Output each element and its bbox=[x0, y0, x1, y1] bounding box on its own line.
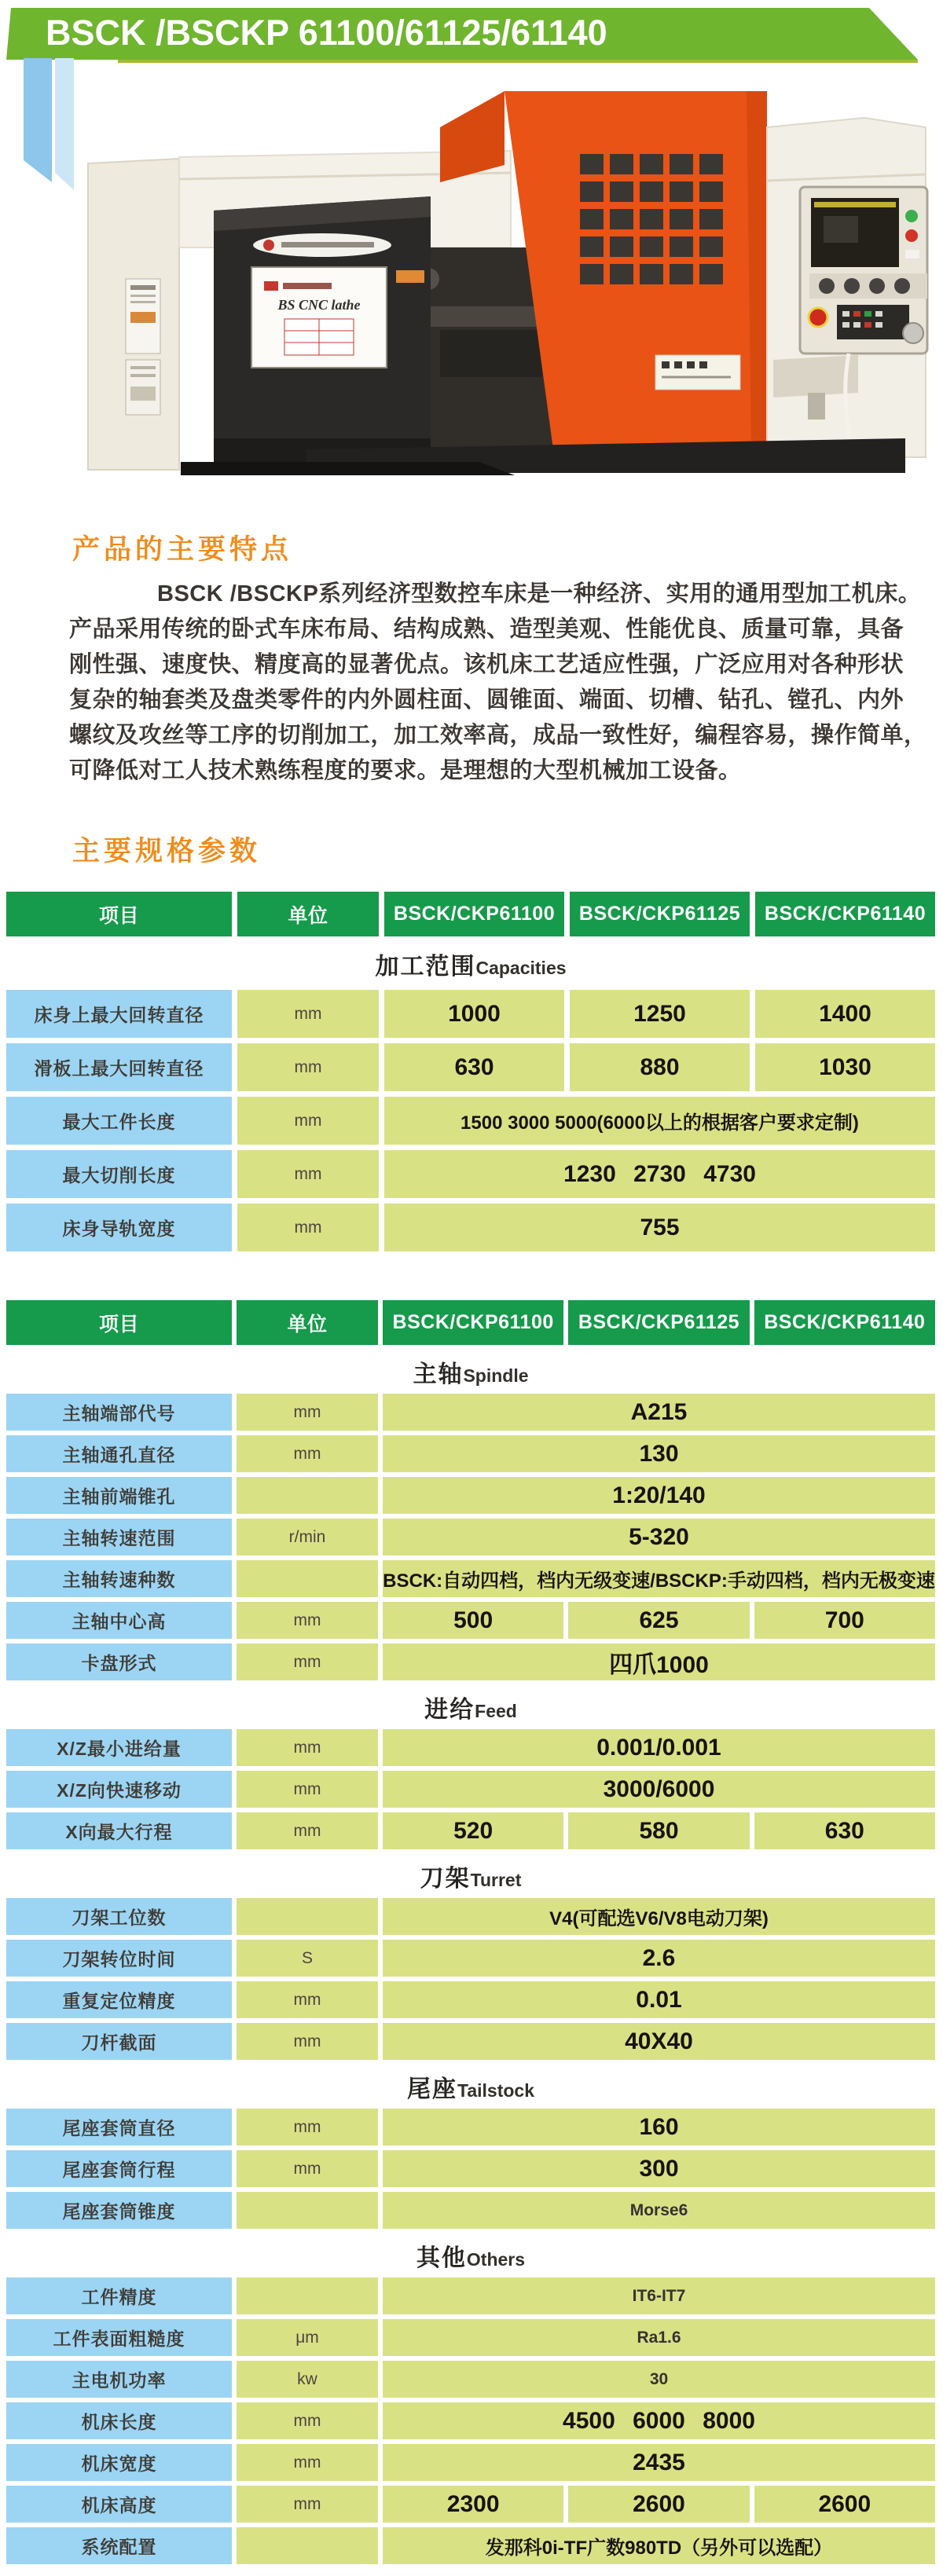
section-title-zh: 加工范围 bbox=[375, 954, 476, 980]
spec-unit-cell: mm bbox=[237, 1394, 378, 1431]
spec-unit-cell: r/min bbox=[237, 1519, 378, 1555]
spec-header-cell: 项目 bbox=[6, 892, 232, 936]
spec-value-cell: V4(可配选V6/V8电动刀架) bbox=[383, 1898, 935, 1935]
section-title-zh: 刀架 bbox=[420, 1866, 471, 1892]
spec-unit-cell: kw bbox=[237, 2361, 378, 2398]
spec-value-cell: 880 bbox=[570, 1043, 750, 1091]
spec-value-cell: 1400 bbox=[755, 990, 935, 1038]
section-title-en: Others bbox=[466, 2249, 526, 2270]
feature-text-line: 螺纹及攻丝等工序的切削加工，加工效率高，成品一致性好，编程容易，操作简单， bbox=[69, 723, 927, 748]
section-title-zh: 进给 bbox=[424, 1697, 475, 1723]
spec-item-cell: 主轴转速范围 bbox=[6, 1519, 232, 1555]
spec-value-cell: 630 bbox=[384, 1043, 564, 1091]
section-title-en: Feed bbox=[475, 1701, 517, 1721]
section-title-en: Spindle bbox=[463, 1365, 529, 1386]
product-photo bbox=[71, 79, 935, 479]
spec-section-row bbox=[6, 2065, 935, 2104]
spec-item-cell: 主轴通孔直径 bbox=[6, 1435, 232, 1472]
title-banner bbox=[0, 0, 943, 66]
spec-value-cell: BSCK:自动四档，档内无级变速/BSCKP:手动四档，档内无极变速 bbox=[383, 1560, 935, 1597]
cnc-lathe-illustration bbox=[71, 79, 935, 479]
spec-unit-cell: mm bbox=[237, 1150, 379, 1198]
feature-text-line: 产品采用传统的卧式车床布局、结构成熟、造型美观、性能优良、质量可靠，具备 bbox=[69, 617, 904, 642]
spec-header-cell: BSCK/CKP61140 bbox=[754, 1300, 935, 1345]
page-title: BSCK /BSCKP 61100/61125/61140 bbox=[46, 13, 607, 53]
feature-text-line: 可降低对工人技术熟练程度的要求。是理想的大型机械加工设备。 bbox=[69, 758, 742, 783]
spec-value-cell: 1250 bbox=[570, 990, 750, 1038]
spec-value-cell: Ra1.6 bbox=[383, 2319, 935, 2356]
spec-unit-cell: mm bbox=[237, 1097, 379, 1145]
spec-unit-cell bbox=[237, 1477, 378, 1514]
spec-unit-cell: mm bbox=[237, 2109, 378, 2145]
spec-unit-cell: mm bbox=[237, 1812, 378, 1849]
spec-value-cell: 发那科0i-TF广数980TD（另外可以选配） bbox=[383, 2527, 935, 2564]
spec-unit-cell: mm bbox=[237, 1643, 378, 1680]
spec-unit-cell: mm bbox=[237, 2402, 378, 2439]
spec-value-cell: 2435 bbox=[383, 2444, 935, 2481]
spec-item-cell: 最大切削长度 bbox=[6, 1150, 232, 1198]
spec-value-cell: 755 bbox=[384, 1204, 935, 1251]
spec-value-cell: 2600 bbox=[754, 2486, 935, 2523]
specs-heading: 主要规格参数 bbox=[72, 836, 262, 867]
spec-value-cell: 500 bbox=[383, 1602, 563, 1639]
section-title-en: Capacities bbox=[475, 958, 567, 978]
spec-item-cell: 工件精度 bbox=[6, 2277, 232, 2314]
spec-unit-cell: mm bbox=[237, 2023, 378, 2060]
banner-underline bbox=[118, 60, 918, 63]
spec-item-cell: 床身导轨宽度 bbox=[6, 1204, 232, 1251]
spec-item-cell: 主轴中心高 bbox=[6, 1602, 232, 1639]
spec-item-cell: 主轴转速种数 bbox=[6, 1560, 232, 1597]
spec-section-row bbox=[6, 942, 935, 984]
features-heading: 产品的主要特点 bbox=[72, 534, 293, 565]
spec-item-cell: 最大工件长度 bbox=[6, 1097, 232, 1145]
spec-unit-cell: mm bbox=[237, 1043, 379, 1091]
spec-item-cell: X向最大行程 bbox=[6, 1812, 232, 1849]
spec-header-cell: BSCK/CKP61100 bbox=[383, 1300, 563, 1345]
spec-value-cell: 2.6 bbox=[383, 1940, 935, 1977]
spec-item-cell: 主电机功率 bbox=[6, 2361, 232, 2398]
spec-unit-cell: mm bbox=[237, 1602, 378, 1639]
spec-header-cell: BSCK/CKP61100 bbox=[384, 892, 564, 936]
spec-item-cell: X/Z最小进给量 bbox=[6, 1729, 232, 1766]
spec-item-cell: 机床长度 bbox=[6, 2402, 232, 2439]
spec-unit-cell bbox=[237, 1560, 378, 1597]
spec-item-cell: 主轴端部代号 bbox=[6, 1394, 232, 1431]
spec-item-cell: 刀架转位时间 bbox=[6, 1940, 232, 1977]
spec-item-cell: 系统配置 bbox=[6, 2527, 232, 2564]
spec-item-cell: 尾座套筒锥度 bbox=[6, 2192, 232, 2229]
spec-item-cell: 主轴前端锥孔 bbox=[6, 1477, 232, 1514]
spec-value-cell: 580 bbox=[568, 1812, 749, 1849]
spec-value-cell: 5-320 bbox=[383, 1519, 935, 1555]
spec-value-cell: 630 bbox=[754, 1812, 935, 1849]
spec-value-cell: 1230 2730 4730 bbox=[384, 1150, 935, 1198]
spec-section-row bbox=[6, 2233, 935, 2273]
spec-item-cell: 刀杆截面 bbox=[6, 2023, 232, 2060]
spec-table-capacities bbox=[6, 892, 935, 1251]
spec-header-cell: BSCK/CKP61140 bbox=[755, 892, 935, 936]
spec-unit-cell: mm bbox=[237, 990, 379, 1038]
spec-header-cell: BSCK/CKP61125 bbox=[570, 892, 750, 936]
spec-header-cell: BSCK/CKP61125 bbox=[568, 1300, 749, 1345]
spec-unit-cell: mm bbox=[237, 2150, 378, 2187]
spec-value-cell: 2300 bbox=[383, 2486, 563, 2523]
feature-text-line: 复杂的轴套类及盘类零件的内外圆柱面、圆锥面、端面、切槽、钻孔、镗孔、内外 bbox=[69, 687, 904, 713]
spec-item-cell: 尾座套筒直径 bbox=[6, 2109, 232, 2145]
section-title-zh: 尾座 bbox=[406, 2076, 457, 2102]
spec-value-cell: 160 bbox=[383, 2109, 935, 2145]
spec-item-cell: 刀架工位数 bbox=[6, 1898, 232, 1935]
spec-value-cell: 1030 bbox=[755, 1043, 935, 1091]
section-title-en: Turret bbox=[470, 1870, 522, 1890]
spec-value-cell: 520 bbox=[383, 1812, 563, 1849]
spec-item-cell: 机床高度 bbox=[6, 2486, 232, 2523]
spec-item-cell: 滑板上最大回转直径 bbox=[6, 1043, 232, 1091]
spec-unit-cell: mm bbox=[237, 1771, 378, 1808]
machine-label: BS CNC lathe bbox=[277, 297, 361, 313]
section-title-zh: 其他 bbox=[416, 2245, 467, 2271]
spec-value-cell: 1000 bbox=[384, 990, 564, 1038]
spec-section-row bbox=[6, 1854, 935, 1893]
spec-section-row bbox=[6, 1685, 935, 1724]
spec-item-cell: 床身上最大回转直径 bbox=[6, 990, 232, 1038]
spec-value-cell: A215 bbox=[383, 1394, 935, 1431]
spec-unit-cell: mm bbox=[237, 2486, 378, 2523]
spec-value-cell: Morse6 bbox=[383, 2192, 935, 2229]
spec-unit-cell: S bbox=[237, 1940, 378, 1977]
spec-unit-cell bbox=[237, 2192, 378, 2229]
features-paragraph bbox=[69, 577, 927, 789]
feature-text-line: 刚性强、速度快、精度高的显著优点。该机床工艺适应性强，广泛应用对各种形状 bbox=[69, 652, 904, 677]
spec-value-cell: 40X40 bbox=[383, 2023, 935, 2060]
spec-unit-cell: mm bbox=[237, 1435, 378, 1472]
spec-value-cell: 700 bbox=[754, 1602, 935, 1639]
spec-item-cell: 重复定位精度 bbox=[6, 1981, 232, 2018]
spec-header-cell: 项目 bbox=[6, 1300, 232, 1345]
spec-value-cell: 300 bbox=[383, 2150, 935, 2187]
feature-text-line: BSCK /BSCKP系列经济型数控车床是一种经济、实用的通用型加工机床。 bbox=[157, 581, 922, 606]
spec-section-row bbox=[6, 1350, 935, 1389]
spec-item-cell: 卡盘形式 bbox=[6, 1643, 232, 1680]
section-title-zh: 主轴 bbox=[413, 1361, 464, 1387]
spec-value-cell: 30 bbox=[383, 2361, 935, 2398]
spec-unit-cell: mm bbox=[237, 1729, 378, 1766]
spec-value-cell: 1:20/140 bbox=[383, 1477, 935, 1514]
spec-unit-cell bbox=[237, 1898, 378, 1935]
spec-item-cell: 尾座套筒行程 bbox=[6, 2150, 232, 2187]
spec-value-cell: 4500 6000 8000 bbox=[383, 2402, 935, 2439]
spec-value-cell: 0.001/0.001 bbox=[383, 1729, 935, 1766]
spec-unit-cell: μm bbox=[237, 2319, 378, 2356]
spec-table-details bbox=[6, 1300, 935, 2564]
spec-value-cell: IT6-IT7 bbox=[383, 2277, 935, 2314]
spec-unit-cell: mm bbox=[237, 1204, 379, 1251]
spec-header-cell: 单位 bbox=[237, 892, 379, 936]
spec-unit-cell: mm bbox=[237, 2444, 378, 2481]
spec-value-cell: 3000/6000 bbox=[383, 1771, 935, 1808]
spec-item-cell: X/Z向快速移动 bbox=[6, 1771, 232, 1808]
spec-value-cell: 0.01 bbox=[383, 1981, 935, 2018]
spec-value-cell: 130 bbox=[383, 1435, 935, 1472]
spec-header-cell: 单位 bbox=[237, 1300, 378, 1345]
section-title-en: Tailstock bbox=[457, 2080, 534, 2101]
spec-unit-cell bbox=[237, 2527, 378, 2564]
ribbon-accent-dark bbox=[24, 58, 52, 182]
spec-unit-cell bbox=[237, 2277, 378, 2314]
spec-value-cell: 四爪1000 bbox=[383, 1643, 935, 1680]
spec-unit-cell: mm bbox=[237, 1981, 378, 2018]
spec-item-cell: 工件表面粗糙度 bbox=[6, 2319, 232, 2356]
spec-item-cell: 机床宽度 bbox=[6, 2444, 232, 2481]
spec-value-cell: 2600 bbox=[568, 2486, 749, 2523]
spec-value-cell: 625 bbox=[568, 1602, 749, 1639]
spec-value-cell: 1500 3000 5000(6000以上的根据客户要求定制) bbox=[384, 1097, 935, 1145]
